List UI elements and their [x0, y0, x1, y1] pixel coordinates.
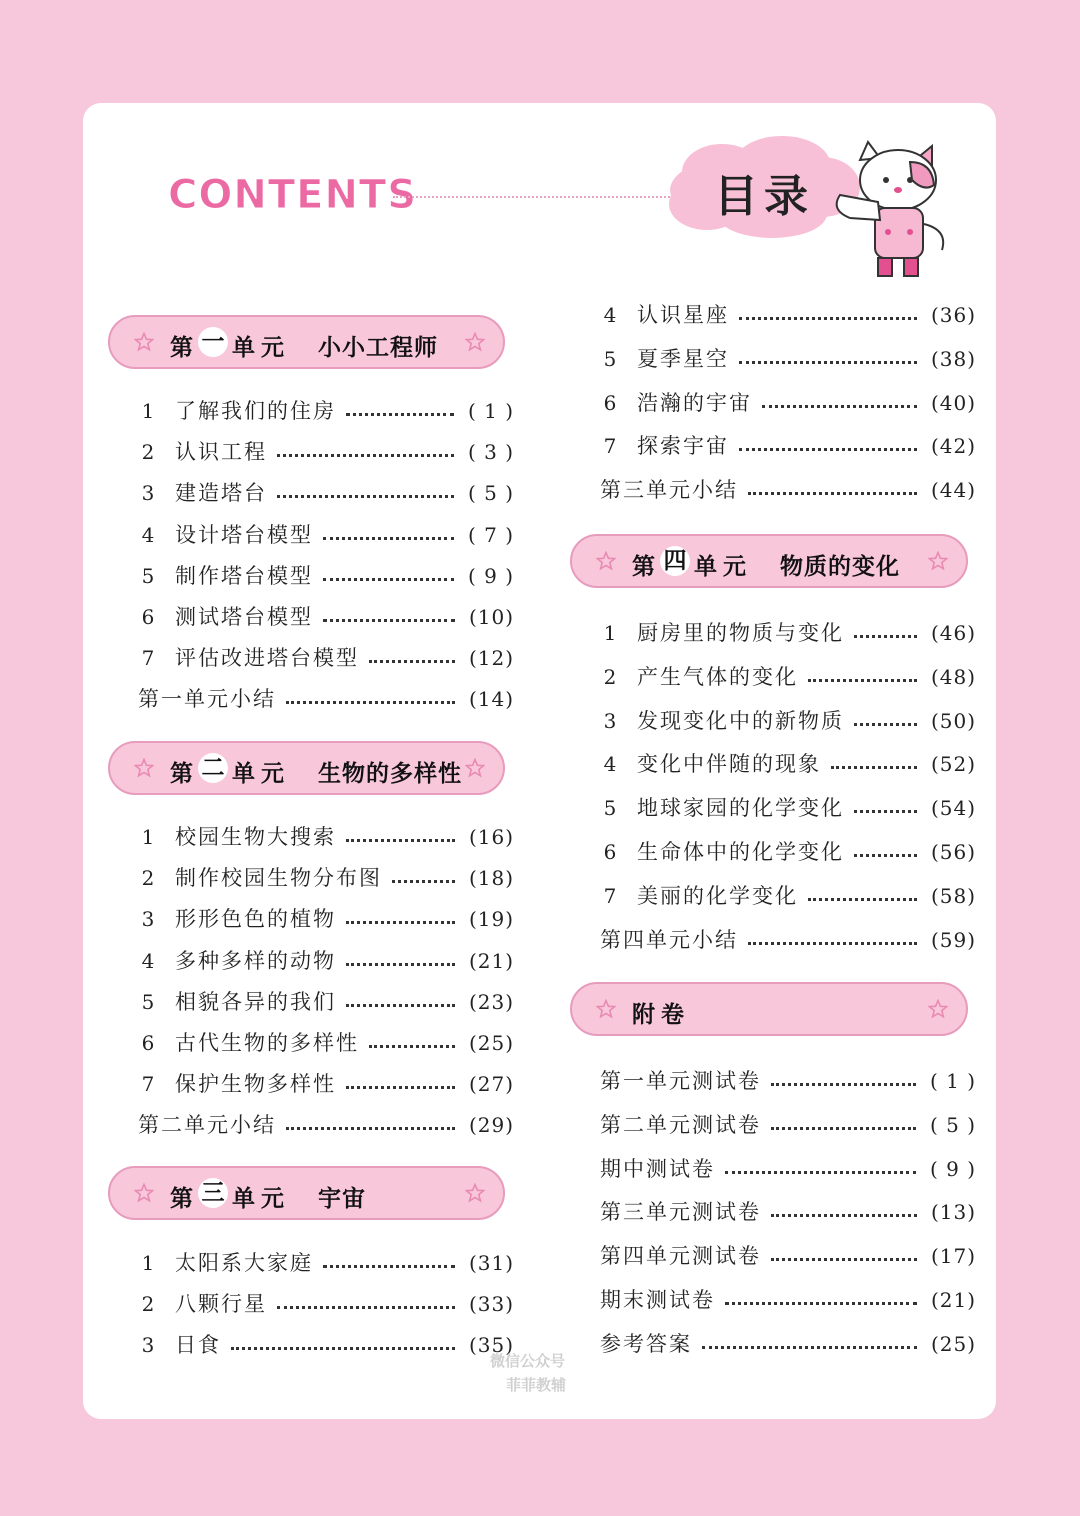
toc-entry[interactable] [138, 1288, 514, 1320]
entry-title: 古代生物的多样性 [175, 1031, 359, 1055]
unit-title: 物质的变化 [780, 554, 900, 580]
entry-page: (16) [468, 825, 514, 849]
entry-page: ( 1 ) [467, 399, 514, 423]
unit-ordinal-prefix: 第 [632, 554, 657, 580]
entry-title: 浩瀚的宇宙 [637, 390, 752, 415]
toc-entry[interactable] [138, 945, 514, 977]
toc-entry[interactable] [600, 1284, 976, 1316]
entry-title: 第三单元小结 [600, 478, 738, 503]
dot-leader [323, 578, 454, 581]
dot-leader [771, 1258, 917, 1261]
entry-number: 4 [603, 752, 617, 777]
unit-number: 一 [198, 327, 228, 357]
toc-entry[interactable] [138, 862, 514, 894]
star-icon [134, 758, 154, 778]
dot-leader [323, 537, 454, 540]
toc-entry[interactable] [600, 880, 976, 912]
toc-entry[interactable] [600, 748, 976, 780]
toc-entry[interactable] [600, 1328, 976, 1360]
dot-leader [739, 448, 917, 451]
dot-leader [831, 766, 917, 769]
unit-word: 单元 [232, 761, 290, 787]
toc-entry[interactable] [600, 836, 976, 868]
title-dotted-rule [393, 196, 678, 198]
entry-page: ( 1 ) [929, 1069, 976, 1093]
unit-word: 单元 [232, 1186, 290, 1212]
entry-title: 美丽的化学变化 [637, 883, 798, 908]
entry-page: (18) [468, 866, 514, 891]
entry-number: 3 [141, 1333, 155, 1358]
dot-leader [748, 942, 917, 945]
entry-title: 期末测试卷 [600, 1288, 715, 1312]
dot-leader [286, 1127, 455, 1130]
entry-number: 6 [603, 390, 617, 415]
toc-entry[interactable] [600, 705, 976, 737]
entry-title: 校园生物大搜索 [175, 825, 336, 849]
entry-page: (21) [468, 948, 514, 973]
cat-mascot-icon [820, 140, 955, 290]
dot-leader [771, 1214, 917, 1217]
entry-title: 八颗行星 [175, 1292, 267, 1317]
entry-title: 保护生物多样性 [175, 1072, 336, 1097]
star-icon [134, 1183, 154, 1203]
unit-ordinal-prefix: 第 [170, 761, 195, 787]
dot-leader [323, 619, 455, 622]
dot-leader [392, 880, 455, 883]
entry-number: 3 [141, 907, 155, 932]
entry-page: (13) [930, 1200, 976, 1225]
dot-leader [702, 1346, 917, 1349]
contents-label: CONTENTS [168, 172, 418, 218]
entry-page: (25) [930, 1331, 976, 1356]
entry-page: (35) [468, 1333, 514, 1358]
entry-title: 建造塔台 [175, 481, 267, 506]
unit-title: 生物的多样性 [318, 761, 462, 787]
toc-entry[interactable] [600, 1153, 976, 1185]
page-title: 目录 [714, 171, 814, 222]
unit-header [108, 741, 505, 795]
entry-number: 4 [141, 948, 155, 973]
appendix-title: 附卷 [632, 1002, 690, 1028]
entry-number: 7 [603, 434, 617, 459]
dot-leader [762, 405, 917, 408]
entry-title: 制作塔台模型 [175, 563, 313, 588]
unit-number: 二 [198, 753, 228, 783]
toc-entry[interactable] [600, 1065, 976, 1097]
entry-number: 6 [603, 840, 617, 864]
dot-leader [369, 1045, 455, 1048]
entry-title: 参考答案 [600, 1331, 692, 1356]
unit-header [108, 1166, 505, 1220]
entry-page: (50) [930, 708, 976, 733]
entry-title: 第一单元小结 [138, 687, 276, 712]
entry-number: 5 [603, 796, 617, 821]
dot-leader [725, 1171, 916, 1174]
unit-number: 三 [198, 1178, 228, 1208]
entry-page: (25) [468, 1031, 514, 1055]
unit-ordinal-prefix: 第 [170, 335, 195, 361]
entry-number: 3 [141, 481, 155, 506]
entry-title: 制作校园生物分布图 [175, 866, 382, 891]
entry-title: 评估改进塔台模型 [175, 646, 359, 671]
toc-entry[interactable] [138, 1068, 514, 1100]
dot-leader [369, 660, 455, 663]
unit-ordinal-prefix: 第 [170, 1186, 195, 1212]
dot-leader [748, 492, 917, 495]
entry-number: 4 [141, 522, 155, 547]
entry-number: 5 [141, 989, 155, 1014]
dot-leader [277, 454, 454, 457]
toc-entry[interactable] [138, 1329, 514, 1361]
toc-entry[interactable] [600, 661, 976, 693]
entry-title: 认识星座 [637, 303, 729, 327]
star-icon [928, 551, 948, 571]
entry-page: (42) [930, 434, 976, 459]
entry-page: ( 9 ) [467, 563, 514, 588]
toc-entry[interactable] [138, 683, 514, 715]
entry-page: (40) [930, 390, 976, 415]
entry-title: 日食 [175, 1333, 221, 1358]
entry-title: 第二单元测试卷 [600, 1112, 761, 1137]
dot-leader [854, 723, 917, 726]
toc-entry[interactable] [600, 617, 976, 649]
dot-leader [346, 963, 455, 966]
star-icon [465, 1183, 485, 1203]
watermark-line-2: 菲菲教辅 [506, 1376, 567, 1394]
entry-page: ( 3 ) [467, 440, 514, 465]
toc-entry[interactable] [138, 986, 514, 1018]
entry-title: 太阳系大家庭 [175, 1251, 313, 1275]
entry-page: (14) [468, 687, 514, 712]
entry-page: (38) [930, 346, 976, 371]
dot-leader [346, 1086, 455, 1089]
toc-entry[interactable] [600, 1196, 976, 1228]
entry-page: ( 5 ) [467, 481, 514, 506]
toc-entry[interactable] [600, 1109, 976, 1141]
toc-entry[interactable] [600, 924, 976, 956]
dot-leader [346, 921, 455, 924]
entry-page: (23) [468, 989, 514, 1014]
dot-leader [771, 1083, 916, 1086]
entry-page: (48) [930, 664, 976, 689]
entry-number: 2 [141, 866, 155, 891]
dot-leader [346, 839, 455, 842]
entry-page: (29) [468, 1113, 514, 1138]
appendix-header [570, 982, 968, 1036]
entry-title: 探索宇宙 [637, 434, 729, 459]
toc-entry[interactable] [600, 430, 976, 462]
entry-page: (21) [930, 1288, 976, 1312]
entry-page: (58) [930, 883, 976, 908]
entry-page: (10) [468, 605, 514, 629]
entry-number: 6 [141, 1031, 155, 1055]
entry-title: 第三单元测试卷 [600, 1200, 761, 1225]
dot-leader [854, 635, 917, 638]
dot-leader [808, 679, 917, 682]
entry-number: 3 [603, 708, 617, 733]
star-icon [465, 758, 485, 778]
toc-entry[interactable] [138, 903, 514, 935]
entry-number: 2 [141, 1292, 155, 1317]
toc-entry[interactable] [138, 395, 514, 427]
dot-leader [854, 854, 917, 857]
entry-title: 认识工程 [175, 440, 267, 465]
star-icon [596, 551, 616, 571]
toc-entry[interactable] [138, 1027, 514, 1059]
entry-title: 厨房里的物质与变化 [637, 621, 844, 645]
toc-entry[interactable] [138, 519, 514, 551]
unit-title: 宇宙 [318, 1186, 366, 1212]
toc-entry[interactable] [600, 474, 976, 506]
entry-number: 7 [141, 646, 155, 671]
dot-leader [346, 413, 454, 416]
entry-title: 测试塔台模型 [175, 605, 313, 629]
entry-number: 1 [603, 621, 617, 645]
dot-leader [277, 1306, 455, 1309]
entry-title: 变化中伴随的现象 [637, 752, 821, 777]
entry-page: ( 9 ) [929, 1156, 976, 1181]
entry-title: 第四单元小结 [600, 927, 738, 952]
watermark-line-1: 微信公众号 [490, 1352, 566, 1370]
entry-number: 2 [141, 440, 155, 465]
entry-page: (31) [468, 1251, 514, 1275]
dot-leader [739, 361, 917, 364]
unit-title: 小小工程师 [318, 335, 438, 361]
entry-title: 第二单元小结 [138, 1113, 276, 1138]
entry-page: (46) [930, 621, 976, 645]
toc-entry[interactable] [600, 387, 976, 419]
entry-number: 7 [141, 1072, 155, 1097]
entry-title: 产生气体的变化 [637, 664, 798, 689]
star-icon [596, 999, 616, 1019]
entry-title: 多种多样的动物 [175, 948, 336, 973]
star-icon [465, 332, 485, 352]
toc-entry[interactable] [138, 477, 514, 509]
toc-entry[interactable] [138, 601, 514, 633]
star-icon [134, 332, 154, 352]
dot-leader [725, 1302, 917, 1305]
toc-entry[interactable] [138, 642, 514, 674]
entry-page: (33) [468, 1292, 514, 1317]
dot-leader [277, 495, 454, 498]
entry-number: 5 [141, 563, 155, 588]
toc-entry[interactable] [600, 1240, 976, 1272]
entry-number: 4 [603, 303, 617, 327]
dot-leader [323, 1265, 455, 1268]
watermark [470, 1330, 600, 1410]
entry-title: 了解我们的住房 [175, 399, 336, 423]
dot-leader [854, 810, 917, 813]
entry-title: 设计塔台模型 [175, 522, 313, 547]
entry-number: 5 [603, 346, 617, 371]
entry-page: (52) [930, 752, 976, 777]
unit-word: 单元 [232, 335, 290, 361]
toc-entry[interactable] [138, 821, 514, 853]
unit-header [570, 534, 968, 588]
entry-title: 第四单元测试卷 [600, 1244, 761, 1269]
entry-title: 形形色色的植物 [175, 907, 336, 932]
star-icon [928, 999, 948, 1019]
toc-entry[interactable] [138, 1247, 514, 1279]
entry-page: (56) [930, 840, 976, 864]
unit-number: 四 [660, 546, 690, 576]
toc-entry[interactable] [138, 436, 514, 468]
entry-page: (59) [930, 927, 976, 952]
dot-leader [771, 1127, 916, 1130]
dot-leader [231, 1347, 455, 1350]
entry-number: 1 [141, 399, 155, 423]
entry-page: (27) [468, 1072, 514, 1097]
entry-title: 夏季星空 [637, 346, 729, 371]
dot-leader [286, 701, 455, 704]
entry-page: ( 5 ) [929, 1112, 976, 1137]
dot-leader [808, 898, 917, 901]
toc-entry[interactable] [600, 299, 976, 331]
entry-page: (36) [930, 303, 976, 327]
unit-header [108, 315, 505, 369]
entry-number: 1 [141, 825, 155, 849]
entry-title: 生命体中的化学变化 [637, 840, 844, 864]
entry-page: (12) [468, 646, 514, 671]
dot-leader [346, 1004, 455, 1007]
unit-word: 单元 [694, 554, 752, 580]
toc-entry[interactable] [600, 343, 976, 375]
entry-title: 第一单元测试卷 [600, 1069, 761, 1093]
entry-page: (44) [930, 478, 976, 503]
entry-page: (54) [930, 796, 976, 821]
entry-number: 7 [603, 883, 617, 908]
entry-page: ( 7 ) [467, 522, 514, 547]
entry-title: 相貌各异的我们 [175, 989, 336, 1014]
toc-entry[interactable] [138, 1109, 514, 1141]
entry-page: (19) [468, 907, 514, 932]
entry-title: 地球家园的化学变化 [637, 796, 844, 821]
toc-entry[interactable] [138, 560, 514, 592]
toc-entry[interactable] [600, 792, 976, 824]
dot-leader [739, 317, 917, 320]
entry-page: (17) [930, 1244, 976, 1269]
entry-number: 6 [141, 605, 155, 629]
entry-number: 2 [603, 664, 617, 689]
entry-title: 期中测试卷 [600, 1156, 715, 1181]
entry-number: 1 [141, 1251, 155, 1275]
entry-title: 发现变化中的新物质 [637, 708, 844, 733]
